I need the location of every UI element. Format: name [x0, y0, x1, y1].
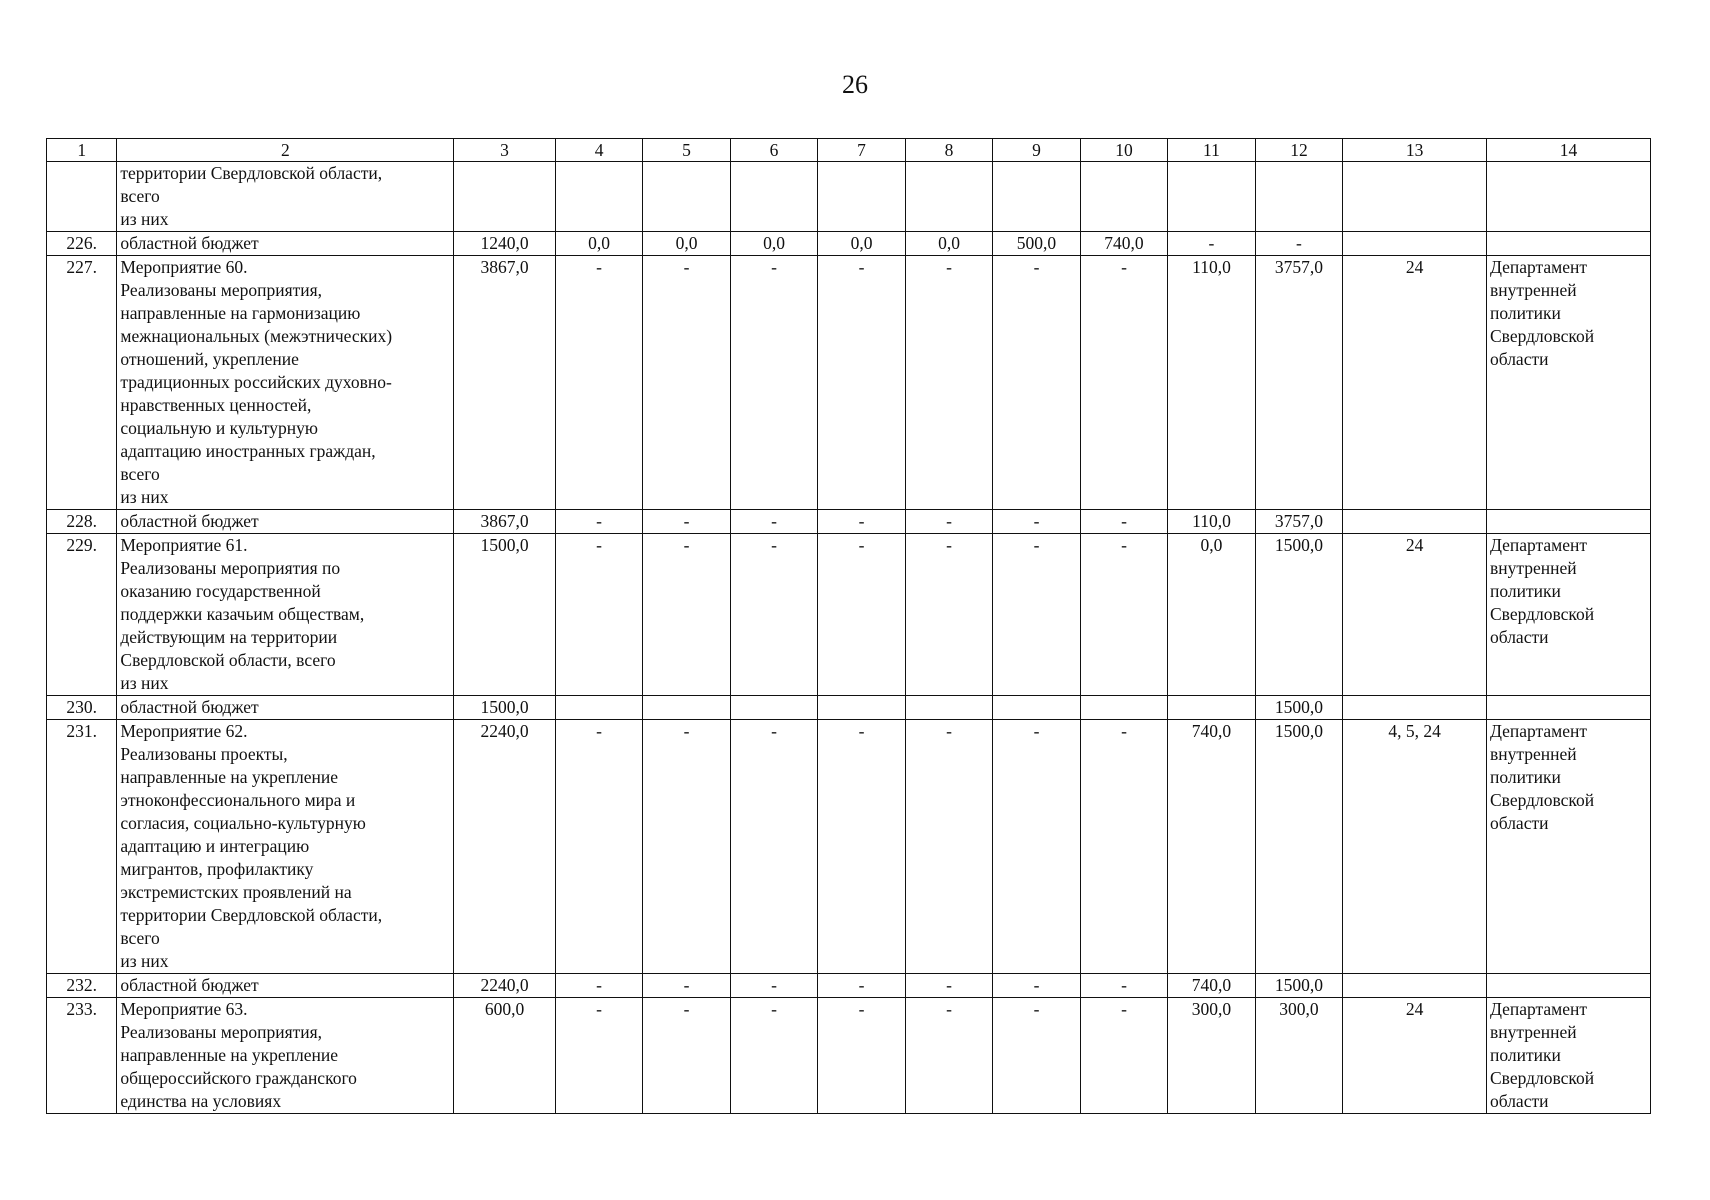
responsible-line: внутренней — [1489, 1022, 1577, 1042]
table-row — [47, 256, 1651, 510]
measure-name-line: оказанию государственной — [120, 581, 321, 601]
funding-value — [730, 696, 817, 720]
funding-value: 1500,0 — [1255, 974, 1342, 998]
target-indicators: 24 — [1343, 534, 1487, 696]
funding-value — [643, 162, 730, 232]
funding-value: 1500,0 — [1255, 534, 1342, 696]
funding-value: - — [643, 534, 730, 696]
measure-name-line: согласия, социально-культурную — [120, 813, 366, 833]
funding-value — [555, 162, 642, 232]
funding-value: 3757,0 — [1255, 510, 1342, 534]
responsible-executor — [1486, 974, 1650, 998]
target-indicators: 24 — [1343, 256, 1487, 510]
funding-value: 740,0 — [1080, 232, 1167, 256]
funding-value: - — [993, 720, 1080, 974]
responsible-line: Свердловской — [1489, 326, 1595, 346]
funding-value: - — [818, 998, 905, 1114]
funding-value: - — [555, 998, 642, 1114]
funding-value: 1500,0 — [454, 696, 556, 720]
funding-value: - — [730, 534, 817, 696]
column-header: 8 — [905, 139, 992, 162]
target-indicators — [1343, 510, 1487, 534]
row-number — [47, 162, 117, 232]
column-header: 3 — [454, 139, 556, 162]
measure-name-line: традиционных российских духовно- — [120, 372, 392, 392]
funding-value: 0,0 — [905, 232, 992, 256]
measure-name-line: из них — [120, 673, 169, 693]
measure-name — [117, 510, 454, 534]
measure-name — [117, 256, 454, 510]
responsible-line: внутренней — [1489, 744, 1577, 764]
funding-value: - — [818, 720, 905, 974]
measure-name-line: общероссийского гражданского — [120, 1068, 357, 1088]
funding-value — [818, 696, 905, 720]
column-header: 13 — [1343, 139, 1487, 162]
responsible-line: внутренней — [1489, 558, 1577, 578]
column-header: 7 — [818, 139, 905, 162]
measure-name-line: Реализованы проекты, — [120, 744, 288, 764]
funding-value: - — [643, 256, 730, 510]
column-header: 11 — [1168, 139, 1255, 162]
target-indicators: 24 — [1343, 998, 1487, 1114]
measure-name-line: территории Свердловской области, — [120, 163, 383, 183]
row-number: 228. — [47, 510, 117, 534]
measure-name — [117, 998, 454, 1114]
funding-value: - — [555, 974, 642, 998]
measure-name-line: адаптацию иностранных граждан, — [120, 441, 376, 461]
funding-value: 1500,0 — [454, 534, 556, 696]
measure-name-line: поддержки казачьим обществам, — [120, 604, 365, 624]
measure-name-line: адаптацию и интеграцию — [120, 836, 310, 856]
funding-value: - — [1080, 720, 1167, 974]
funding-value: 0,0 — [1168, 534, 1255, 696]
funding-value: - — [818, 256, 905, 510]
responsible-line: политики — [1489, 303, 1561, 323]
funding-value — [555, 696, 642, 720]
responsible-line: области — [1489, 349, 1549, 369]
row-number: 226. — [47, 232, 117, 256]
funding-value — [905, 696, 992, 720]
funding-value: - — [730, 998, 817, 1114]
table-row — [47, 510, 1651, 534]
funding-value: 2240,0 — [454, 974, 556, 998]
funding-value: - — [905, 256, 992, 510]
funding-value: - — [905, 974, 992, 998]
row-number: 231. — [47, 720, 117, 974]
row-number: 227. — [47, 256, 117, 510]
funding-value: 740,0 — [1168, 720, 1255, 974]
responsible-line: области — [1489, 813, 1549, 833]
funding-value: - — [1168, 232, 1255, 256]
funding-value: - — [1080, 510, 1167, 534]
funding-value: - — [1080, 998, 1167, 1114]
funding-value: 600,0 — [454, 998, 556, 1114]
funding-value: 0,0 — [730, 232, 817, 256]
row-number: 229. — [47, 534, 117, 696]
funding-value: - — [555, 256, 642, 510]
funding-value — [818, 162, 905, 232]
table-row — [47, 974, 1651, 998]
funding-value — [993, 162, 1080, 232]
funding-value — [643, 696, 730, 720]
funding-value: - — [818, 974, 905, 998]
funding-value — [1168, 696, 1255, 720]
responsible-executor — [1486, 256, 1650, 510]
funding-value — [993, 696, 1080, 720]
measure-name-line: областной бюджет — [120, 233, 259, 253]
target-indicators — [1343, 974, 1487, 998]
responsible-line: Департамент — [1489, 535, 1588, 555]
column-number-row — [47, 139, 1651, 162]
measure-name-line: мигрантов, профилактику — [120, 859, 314, 879]
column-header: 12 — [1255, 139, 1342, 162]
measure-name — [117, 720, 454, 974]
measure-name-line: направленные на укрепление — [120, 767, 338, 787]
table-row — [47, 998, 1651, 1114]
measure-name-line: единства на условиях — [120, 1091, 282, 1111]
responsible-line: Департамент — [1489, 721, 1588, 741]
funding-value — [1080, 162, 1167, 232]
measure-name-line: Реализованы мероприятия, — [120, 1022, 323, 1042]
measure-name-line: всего — [120, 928, 160, 948]
funding-value — [454, 162, 556, 232]
funding-value: - — [993, 974, 1080, 998]
measure-name-line: из них — [120, 209, 169, 229]
funding-value: - — [905, 720, 992, 974]
funding-value: 3867,0 — [454, 256, 556, 510]
funding-value: - — [818, 510, 905, 534]
column-header: 10 — [1080, 139, 1167, 162]
measure-name-line: нравственных ценностей, — [120, 395, 312, 415]
measure-name — [117, 534, 454, 696]
funding-value: - — [1080, 534, 1167, 696]
responsible-line: Свердловской — [1489, 604, 1595, 624]
table-row — [47, 534, 1651, 696]
target-indicators — [1343, 162, 1487, 232]
funding-value: - — [730, 256, 817, 510]
funding-value: - — [643, 974, 730, 998]
measure-name — [117, 232, 454, 256]
funding-value: - — [1080, 974, 1167, 998]
measure-name — [117, 696, 454, 720]
measure-name-line: межнациональных (межэтнических) — [120, 326, 393, 346]
measure-name-line: Реализованы мероприятия по — [120, 558, 341, 578]
funding-value: - — [1255, 232, 1342, 256]
funding-value: 740,0 — [1168, 974, 1255, 998]
measure-name-line: территории Свердловской области, — [120, 905, 383, 925]
responsible-executor — [1486, 162, 1650, 232]
funding-value: 1500,0 — [1255, 720, 1342, 974]
funding-value — [1080, 696, 1167, 720]
funding-value: 0,0 — [818, 232, 905, 256]
funding-value: - — [993, 534, 1080, 696]
budget-table — [46, 138, 1651, 1114]
funding-value: - — [555, 534, 642, 696]
funding-value: - — [555, 720, 642, 974]
funding-value: 500,0 — [993, 232, 1080, 256]
funding-value: - — [1080, 256, 1167, 510]
funding-value: 3757,0 — [1255, 256, 1342, 510]
row-number: 233. — [47, 998, 117, 1114]
funding-value: 0,0 — [643, 232, 730, 256]
measure-name-line: Мероприятие 63. — [120, 999, 248, 1019]
column-header: 4 — [555, 139, 642, 162]
measure-name-line: направленные на укрепление — [120, 1045, 338, 1065]
funding-value: 300,0 — [1168, 998, 1255, 1114]
funding-value: 0,0 — [555, 232, 642, 256]
funding-value: - — [905, 534, 992, 696]
responsible-executor — [1486, 998, 1650, 1114]
responsible-line: политики — [1489, 1045, 1561, 1065]
column-header: 5 — [643, 139, 730, 162]
funding-value: - — [555, 510, 642, 534]
responsible-line: политики — [1489, 581, 1561, 601]
responsible-executor — [1486, 510, 1650, 534]
responsible-line: области — [1489, 1091, 1549, 1111]
measure-name-line: областной бюджет — [120, 511, 259, 531]
measure-name-line: Реализованы мероприятия, — [120, 280, 323, 300]
measure-name-line: социальную и культурную — [120, 418, 318, 438]
table-row — [47, 696, 1651, 720]
column-header: 1 — [47, 139, 117, 162]
measure-name-line: Мероприятие 60. — [120, 257, 248, 277]
target-indicators: 4, 5, 24 — [1343, 720, 1487, 974]
funding-value — [905, 162, 992, 232]
measure-name-line: Мероприятие 61. — [120, 535, 248, 555]
table-row — [47, 162, 1651, 232]
target-indicators — [1343, 232, 1487, 256]
responsible-executor — [1486, 696, 1650, 720]
funding-value: 1240,0 — [454, 232, 556, 256]
funding-value: - — [643, 998, 730, 1114]
table-row — [47, 232, 1651, 256]
measure-name — [117, 162, 454, 232]
measure-name-line: из них — [120, 951, 169, 971]
column-header: 6 — [730, 139, 817, 162]
measure-name-line: Мероприятие 62. — [120, 721, 248, 741]
funding-value: - — [643, 510, 730, 534]
measure-name-line: направленные на гармонизацию — [120, 303, 361, 323]
column-header: 14 — [1486, 139, 1650, 162]
row-number: 232. — [47, 974, 117, 998]
measure-name-line: отношений, укрепление — [120, 349, 299, 369]
column-header: 9 — [993, 139, 1080, 162]
target-indicators — [1343, 696, 1487, 720]
funding-value: 1500,0 — [1255, 696, 1342, 720]
funding-value — [730, 162, 817, 232]
responsible-line: Свердловской — [1489, 790, 1595, 810]
responsible-executor — [1486, 232, 1650, 256]
responsible-line: Департамент — [1489, 999, 1588, 1019]
measure-name-line: действующим на территории — [120, 627, 338, 647]
funding-value: - — [993, 998, 1080, 1114]
funding-value: - — [905, 998, 992, 1114]
funding-value: 110,0 — [1168, 256, 1255, 510]
measure-name-line: областной бюджет — [120, 697, 259, 717]
table-row — [47, 720, 1651, 974]
column-header: 2 — [117, 139, 454, 162]
measure-name-line: Свердловской области, всего — [120, 650, 336, 670]
funding-value: 3867,0 — [454, 510, 556, 534]
table-body — [47, 162, 1651, 1114]
page-number: 26 — [842, 70, 868, 99]
responsible-executor — [1486, 720, 1650, 974]
responsible-executor — [1486, 534, 1650, 696]
funding-value: 2240,0 — [454, 720, 556, 974]
funding-value: - — [643, 720, 730, 974]
funding-value: - — [993, 510, 1080, 534]
responsible-line: внутренней — [1489, 280, 1577, 300]
funding-value — [1168, 162, 1255, 232]
measure-name-line: экстремистских проявлений на — [120, 882, 352, 902]
funding-value: - — [730, 510, 817, 534]
funding-value: - — [993, 256, 1080, 510]
measure-name-line: этноконфессионального мира и — [120, 790, 356, 810]
measure-name-line: из них — [120, 487, 169, 507]
measure-name-line: областной бюджет — [120, 975, 259, 995]
responsible-line: политики — [1489, 767, 1561, 787]
measure-name — [117, 974, 454, 998]
responsible-line: Свердловской — [1489, 1068, 1595, 1088]
measure-name-line: всего — [120, 186, 160, 206]
funding-value: - — [905, 510, 992, 534]
responsible-line: области — [1489, 627, 1549, 647]
funding-value: 110,0 — [1168, 510, 1255, 534]
funding-value: 300,0 — [1255, 998, 1342, 1114]
funding-value: - — [818, 534, 905, 696]
funding-value: - — [730, 974, 817, 998]
measure-name-line: всего — [120, 464, 160, 484]
funding-value — [1255, 162, 1342, 232]
funding-value: - — [730, 720, 817, 974]
row-number: 230. — [47, 696, 117, 720]
responsible-line: Департамент — [1489, 257, 1588, 277]
